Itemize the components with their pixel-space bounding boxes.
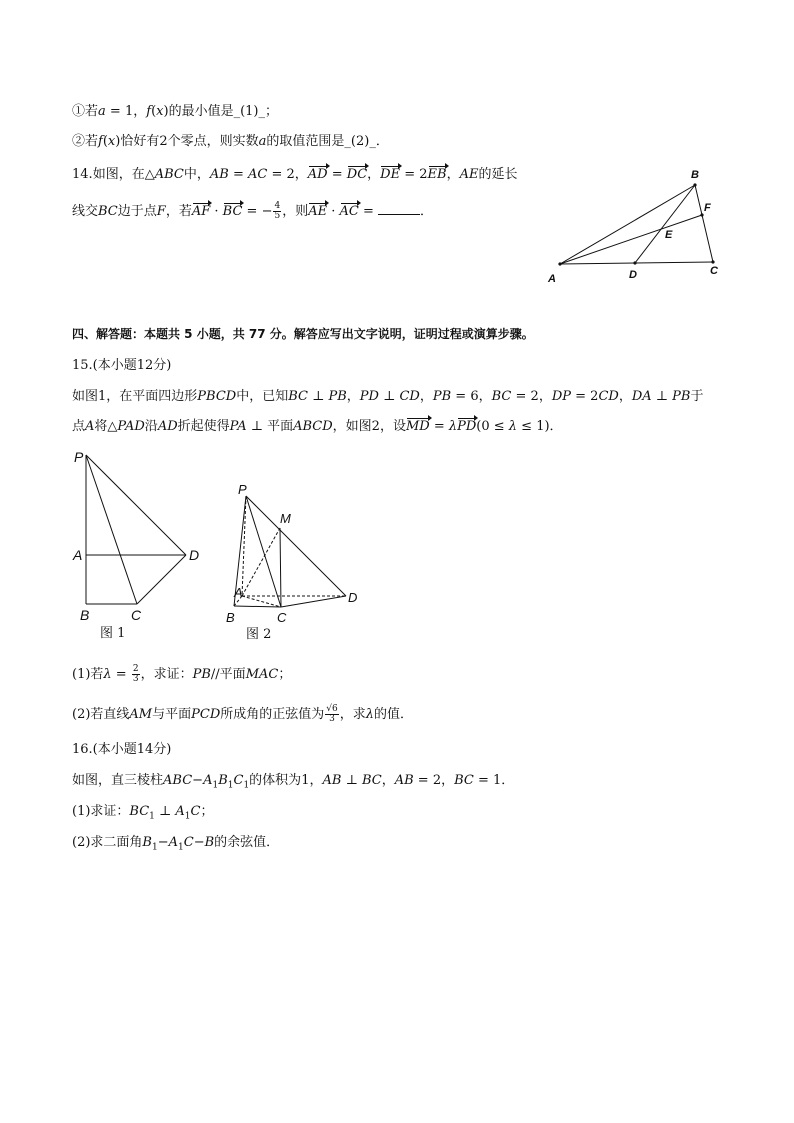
label-p: P	[74, 449, 84, 465]
q13-text: 的取值范围是	[266, 134, 345, 149]
q15-line2: 点A将△PAD沿AD折起使得PA ⊥ 平面ABCD，如图2，设MD = λPD(0 ≤ λ ≤ 1)．	[72, 419, 563, 434]
q14-text: 线交	[72, 204, 99, 219]
label-p: P	[238, 482, 247, 497]
q16-text: 如图，直三棱柱	[72, 773, 164, 788]
fraction	[132, 665, 140, 684]
q16-text: (1)求证：	[72, 804, 130, 819]
q15-text: 平面	[219, 667, 246, 682]
question-number: 14.	[72, 167, 93, 182]
q13-text: 若	[85, 104, 99, 119]
q15-text: 中，已知	[236, 389, 289, 404]
q16-text: ，	[441, 773, 455, 788]
q15-text: 平面	[267, 419, 294, 434]
q14-text: ．	[420, 204, 434, 219]
q15-text: ，如图2，设	[332, 419, 406, 434]
q14-text: ，则	[282, 204, 309, 219]
segment-pd	[86, 455, 186, 555]
fraction-denominator: 3	[329, 714, 335, 724]
segment-bc	[695, 185, 713, 262]
segment-pc	[86, 455, 137, 604]
label-b: B	[226, 610, 235, 625]
q15-text: ．	[549, 419, 563, 434]
q14-text: 中，	[183, 167, 210, 182]
q13-text: 恰好有2个零点，则实数	[120, 134, 259, 149]
q13-item1: ①若a = 1，f(x)的最小值是_(1)_；	[72, 104, 278, 119]
q16-text: 的余弦值．	[214, 835, 280, 850]
point-d	[633, 261, 636, 264]
label-a: A	[73, 547, 83, 563]
q14-triangle-figure	[540, 165, 730, 290]
q15-text: (2)若直线	[72, 707, 130, 722]
label-a: A	[548, 273, 556, 285]
circled-2-marker: ②	[72, 134, 86, 149]
q15-header: 15.(本小题12分)	[72, 358, 172, 373]
q15-figure2	[222, 478, 372, 646]
segment-pd	[246, 496, 346, 596]
segment-ac	[242, 596, 281, 607]
circled-1-marker: ①	[72, 104, 86, 119]
label-c: C	[710, 265, 718, 277]
q15-text: (1)若	[72, 667, 104, 682]
fraction-numerator: √6	[326, 704, 338, 714]
q16-text: ，	[381, 773, 395, 788]
fraction-numerator: 2	[132, 664, 139, 674]
q15-text: ，	[538, 389, 552, 404]
point-a	[558, 262, 561, 265]
q15-part2: (2)若直线AM与平面PCD所成角的正弦值为 $\frac{√6}{3}$ ，求λ的值．	[72, 704, 414, 724]
q15-text: ，	[419, 389, 433, 404]
answer-blank	[378, 202, 420, 215]
label-d: D	[629, 269, 637, 281]
q15-text: 所成角的正弦值为	[220, 707, 325, 722]
point-b	[693, 183, 696, 186]
q14-text: ，若	[165, 204, 192, 219]
label-d: D	[348, 590, 358, 605]
segment-mc	[280, 528, 281, 607]
label-m: M	[280, 511, 291, 526]
segment-cd	[137, 555, 186, 604]
q15-text: ，	[346, 389, 360, 404]
label-c: C	[277, 610, 287, 625]
q16-part1: (1)求证：$BC_1$ ⊥ $A_1C$；	[72, 804, 214, 822]
section-title: 四、解答题：本题共 5 小题，共 77 分。解答应写出文字说明，证明过程或演算步骤。	[72, 327, 534, 341]
segment-bc	[234, 606, 281, 607]
q14-text: 边于点	[117, 204, 157, 219]
q16-text: 的体积为	[249, 773, 302, 788]
q15-text: 的值．	[374, 707, 414, 722]
q15-text: 如图1，在平面四边形	[72, 389, 198, 404]
q15-text: ；	[278, 667, 292, 682]
q15-text: ，	[478, 389, 492, 404]
q15-text: 沿	[144, 419, 158, 434]
q16-text: ．	[501, 773, 515, 788]
label-d: D	[189, 547, 200, 563]
q16-header: 16.(本小题14分)	[72, 742, 172, 757]
label-c: C	[131, 607, 142, 623]
label-b: B	[80, 607, 90, 623]
q15-text: 折起使得	[177, 419, 230, 434]
q15-part1: (1)若λ = $\frac{2}{3}$ ，求证：PB//平面MAC；	[72, 664, 292, 684]
q15-text: ，求证：	[140, 667, 193, 682]
segment-pc	[246, 496, 281, 607]
q14-text: 如图，在	[92, 167, 145, 182]
fraction-numerator: 4	[274, 201, 281, 211]
figure2-caption: 图 2	[246, 627, 272, 642]
label-b: B	[691, 169, 699, 181]
q15-text: 于	[690, 389, 704, 404]
segment-cd	[281, 596, 346, 607]
q15-text: ，	[618, 389, 632, 404]
q16-text: ，	[309, 773, 323, 788]
figure1-caption: 图 1	[100, 626, 126, 641]
point-c	[711, 260, 714, 263]
q15-figure1	[66, 448, 211, 646]
q15-text: ，求	[339, 707, 366, 722]
q13-text: ，	[133, 104, 147, 119]
fraction	[325, 705, 338, 724]
label-f: F	[704, 202, 711, 214]
q16-part2: (2)求二面角$B_1-A_1C-B$的余弦值．	[72, 835, 280, 853]
q14-text: ，	[294, 167, 308, 182]
segment-db	[635, 185, 695, 263]
q14-text: 的延长	[478, 167, 518, 182]
q15-text: 与平面	[152, 707, 192, 722]
label-a: A	[234, 585, 243, 600]
answer-blank-1: _(1)_；	[233, 104, 278, 119]
q14-line2: 线交BC边于点F，若AF · BC = − $\frac{4}{5}$ ，则AE · AC = ．	[72, 201, 434, 221]
q16-line1: 如图，直三棱柱$ABC-A_1B_1C_1$的体积为1，AB ⊥ BC，AB = 2，BC = 1．	[72, 773, 515, 791]
q13-text: 若	[85, 134, 99, 149]
q13-item2: ②若f(x)恰好有2个零点，则实数a的取值范围是_(2)_．	[72, 134, 389, 149]
q15-text: 将	[94, 419, 108, 434]
fraction-denominator: 3	[132, 674, 139, 684]
q13-text: 的最小值是	[168, 104, 234, 119]
q16-text: (2)求二面角	[72, 835, 143, 850]
answer-blank-2: _(2)_．	[344, 134, 389, 149]
q16-text: ；	[200, 804, 214, 819]
q14-line1: 14.如图，在△ABC中，AB = AC = 2，AD = DC，DE = 2EB，AE的延长	[72, 167, 518, 182]
fraction	[273, 202, 281, 221]
q15-line1: 如图1，在平面四边形PBCD中，已知BC ⊥ PB，PD ⊥ CD，PB = 6，BC = 2，DP = 2CD，DA ⊥ PB于	[72, 389, 704, 404]
label-e: E	[665, 229, 673, 241]
fraction-denominator: 5	[274, 211, 281, 221]
q15-text: 点	[72, 419, 86, 434]
